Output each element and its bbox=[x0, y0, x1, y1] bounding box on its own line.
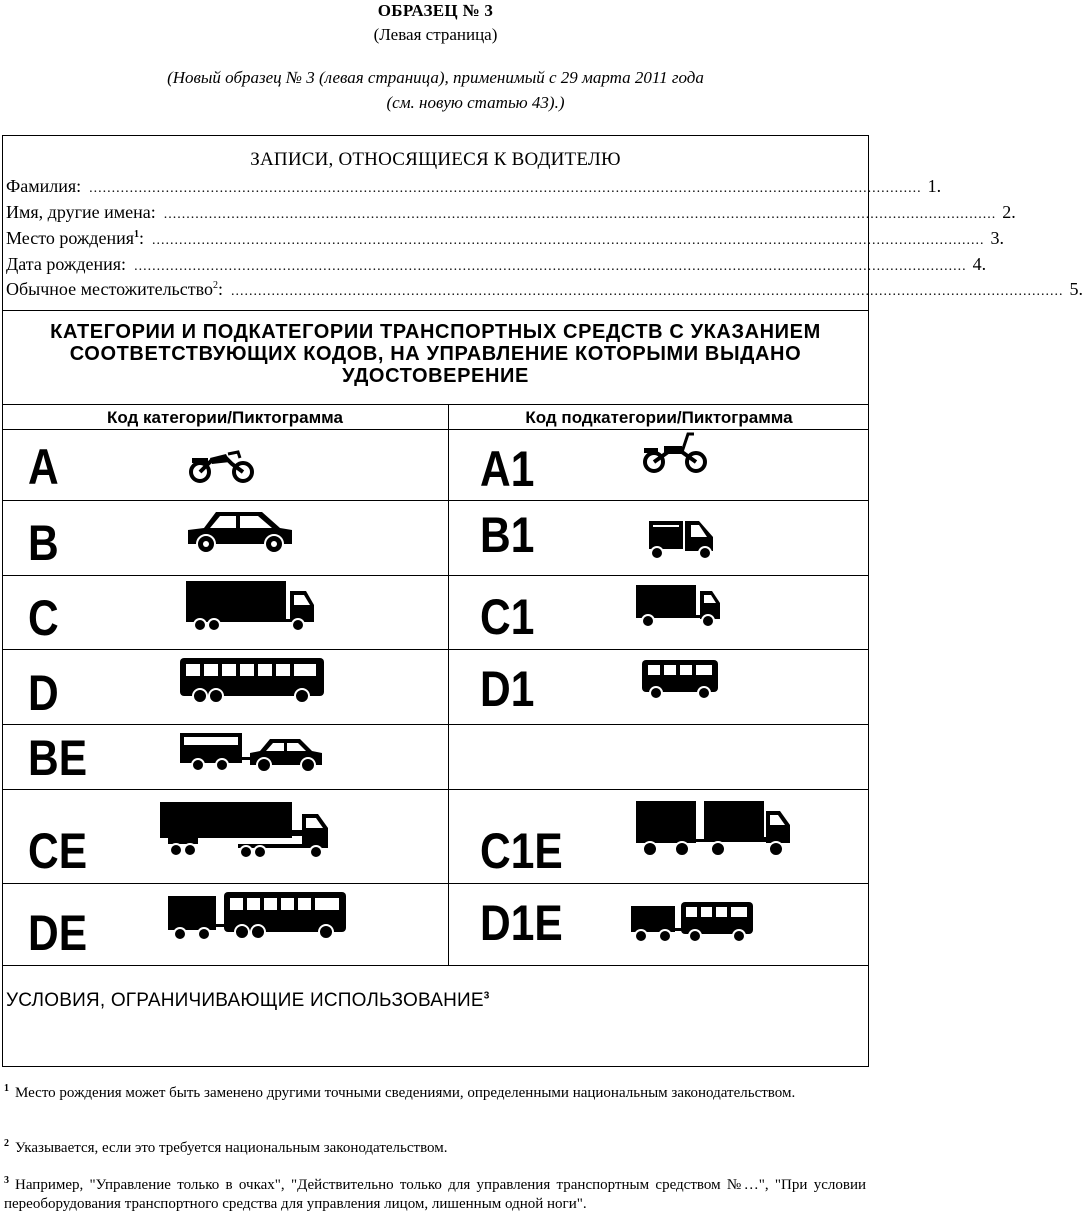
form-note-line2: (см. новую статью 43).) bbox=[386, 93, 565, 112]
divider-category-heading bbox=[2, 404, 869, 405]
fill-line: ......................................................................................................................................................................................... bbox=[152, 233, 985, 248]
tricycle-van-icon bbox=[647, 519, 715, 561]
car-with-trailer-icon bbox=[178, 731, 324, 775]
driver-section-heading: ЗАПИСИ, ОТНОСЯЩИЕСЯ К ВОДИТЕЛЮ bbox=[250, 149, 621, 170]
divider-row-ce bbox=[2, 883, 869, 884]
subcategory-code-b1: B1 bbox=[480, 507, 535, 563]
form-note-line1: (Новый образец № 3 (левая страница), применимый с 29 марта 2011 года bbox=[167, 68, 704, 87]
footnote-2: $^2$ Указывается, если это требуется национальным законодательством. bbox=[4, 1138, 448, 1156]
light-motorcycle-icon bbox=[642, 430, 708, 474]
divider-column-headers bbox=[2, 429, 869, 430]
divider-row-be bbox=[2, 789, 869, 790]
category-code-a: A bbox=[28, 439, 59, 495]
field-birthdate bbox=[6, 254, 987, 278]
field-number: 5. bbox=[1069, 279, 1083, 299]
divider-driver-categories bbox=[2, 310, 869, 311]
field-number: 2. bbox=[1002, 202, 1016, 222]
subcategory-code-c1e: C1E bbox=[480, 823, 563, 879]
divider-row-d bbox=[2, 724, 869, 725]
divider-row-b bbox=[2, 575, 869, 576]
field-number: 4. bbox=[972, 254, 987, 274]
form-title: ОБРАЗЕЦ № 3 bbox=[377, 1, 494, 20]
semi-trailer-truck-icon bbox=[158, 800, 330, 860]
field-label: Имя, другие имена: bbox=[6, 202, 156, 222]
subcategory-code-d1: D1 bbox=[480, 661, 535, 717]
column-header-subcategory: Код подкатегории/Пиктограмма bbox=[525, 408, 793, 427]
field-label: Дата рождения: bbox=[6, 254, 127, 274]
field-number: 1. bbox=[927, 176, 942, 196]
truck-icon bbox=[184, 579, 316, 633]
divider-row-de bbox=[2, 965, 869, 966]
bus-with-trailer-icon bbox=[166, 890, 348, 944]
light-truck-with-trailer-icon bbox=[634, 799, 792, 861]
category-code-c: C bbox=[28, 590, 59, 646]
category-code-de: DE bbox=[28, 905, 88, 961]
footnote-1: $^1$ Место рождения может быть заменено другими точными сведениями, определенными национальным законодательством. bbox=[4, 1083, 796, 1101]
subcategory-code-d1e: D1E bbox=[480, 895, 563, 951]
field-number: 3. bbox=[990, 228, 1005, 248]
bus-icon bbox=[178, 656, 326, 706]
motorcycle-icon bbox=[188, 444, 256, 484]
divider-row-c bbox=[2, 649, 869, 650]
field-residence bbox=[6, 279, 1083, 303]
category-code-d: D bbox=[28, 665, 59, 721]
subcategory-code-a1: A1 bbox=[480, 441, 535, 497]
minibus-icon bbox=[640, 658, 720, 702]
footnote-ref: 1 bbox=[134, 229, 140, 240]
footnote-ref: 2 bbox=[213, 280, 218, 291]
subcategory-code-c1: C1 bbox=[480, 589, 535, 645]
field-label: Место рождения$^1$: bbox=[6, 228, 145, 248]
field-birthplace bbox=[6, 228, 1005, 252]
footnote-3: $^3$ Например, "Управление только в очках", "Действительно только для управления транспортным средством №…", "При условии переоборудования транспортного средства для управления лицом, лишенным одной ноги". bbox=[4, 1175, 866, 1212]
category-code-b: B bbox=[28, 515, 59, 571]
minibus-with-trailer-icon bbox=[629, 900, 755, 946]
car-icon bbox=[186, 508, 294, 554]
column-divider bbox=[448, 404, 449, 965]
field-label: Обычное местожительство$^2$: bbox=[6, 279, 224, 299]
footnote-ref: 3 bbox=[483, 990, 490, 1002]
field-given-names bbox=[6, 202, 1016, 226]
categories-heading: КАТЕГОРИИ И ПОДКАТЕГОРИИ ТРАНСПОРТНЫХ СРЕДСТВ С УКАЗАНИЕМ СООТВЕТСТВУЮЩИХ КОДОВ, НА УПРАВЛЕНИЕ КОТОРЫМИ ВЫДАНО УДОСТОВЕРЕНИЕ bbox=[50, 321, 821, 387]
fill-line: ......................................................................................................................................................................................... bbox=[89, 181, 922, 196]
conditions-title: УСЛОВИЯ, ОГРАНИЧИВАЮЩИЕ ИСПОЛЬЗОВАНИЕ$^3$ bbox=[6, 990, 490, 1011]
category-code-be: BE bbox=[28, 730, 88, 786]
form-subtitle: (Левая страница) bbox=[373, 25, 498, 44]
field-surname bbox=[6, 176, 942, 200]
light-truck-icon bbox=[634, 583, 722, 629]
category-code-ce: CE bbox=[28, 823, 88, 879]
fill-line: ......................................................................................................................................................................................... bbox=[231, 284, 1064, 299]
fill-line: ......................................................................................................................................................................................... bbox=[134, 259, 967, 274]
fill-line: ......................................................................................................................................................................................... bbox=[163, 207, 997, 222]
divider-row-a bbox=[2, 500, 869, 501]
column-header-category: Код категории/Пиктограмма bbox=[106, 408, 343, 427]
field-label: Фамилия: bbox=[6, 176, 82, 196]
